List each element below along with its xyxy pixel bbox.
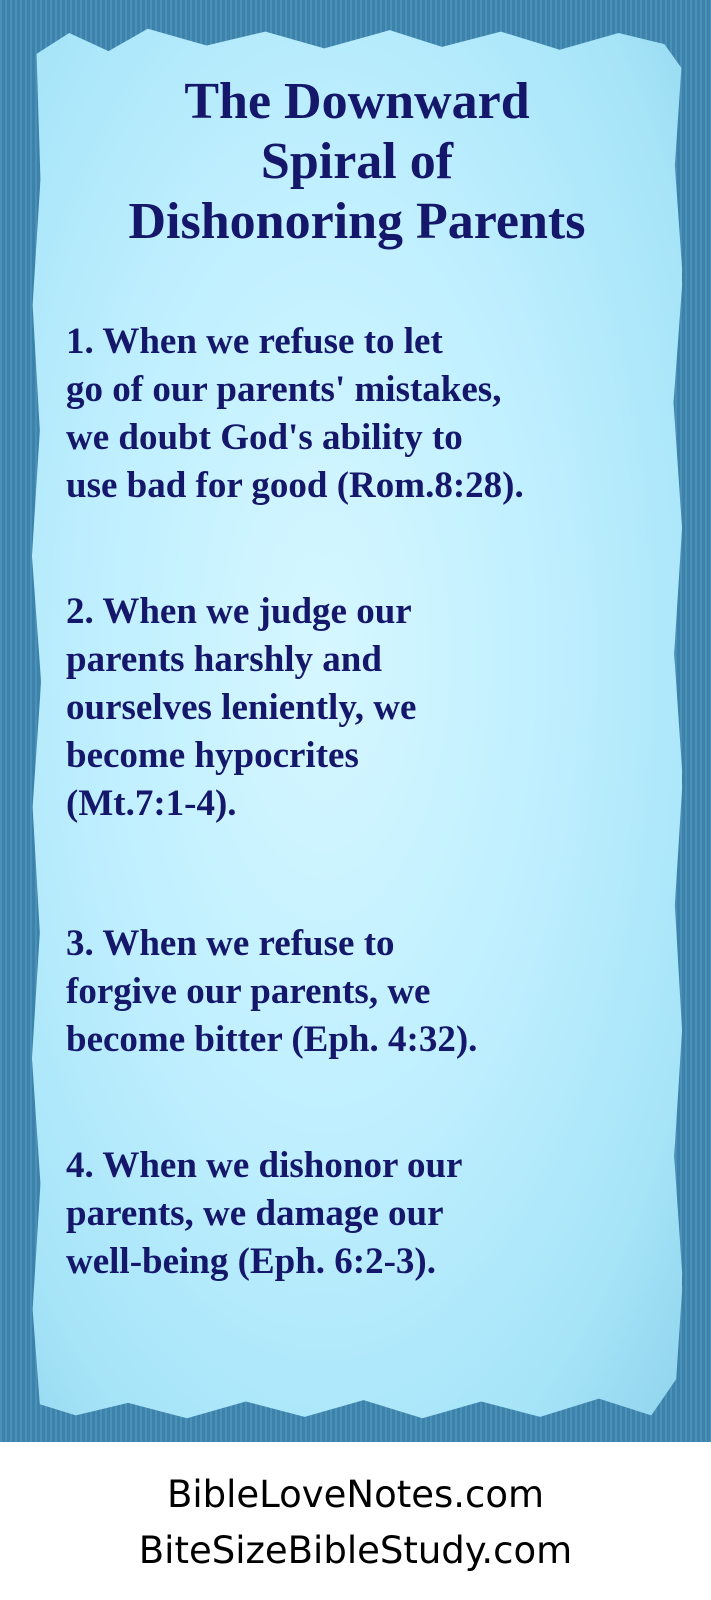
point-line: become hypocrites [66,735,359,776]
point-line: parents, we damage our [66,1193,444,1234]
point-3 [66,920,666,1064]
footer-website-1: BibleLoveNotes.com [166,1473,545,1516]
page-title [30,72,684,252]
point-line: become bitter (Eph. 4:32). [66,1019,478,1060]
point-line: 1. When we refuse to let [66,321,443,362]
point-line: we doubt God's ability to [66,417,463,458]
footer-website-2: BiteSizeBibleStudy.com [138,1529,573,1572]
footer [0,1442,711,1600]
point-line: well-being (Eph. 6:2-3). [66,1241,436,1282]
point-1 [66,318,666,510]
point-2 [66,588,666,828]
point-line: (Mt.7:1-4). [66,783,237,824]
point-line: use bad for good (Rom.8:28). [66,465,524,506]
point-line: 3. When we refuse to [66,923,395,964]
point-line: 4. When we dishonor our [66,1145,463,1186]
point-line: go of our parents' mistakes, [66,369,502,410]
point-4 [66,1142,666,1286]
point-line: ourselves leniently, we [66,687,417,728]
title-line: Dishonoring Parents [128,193,586,250]
point-line: 2. When we judge our [66,591,412,632]
title-line: Spiral of [260,133,454,190]
title-line: The Downward [184,73,530,130]
point-line: parents harshly and [66,639,382,680]
point-line: forgive our parents, we [66,971,431,1012]
